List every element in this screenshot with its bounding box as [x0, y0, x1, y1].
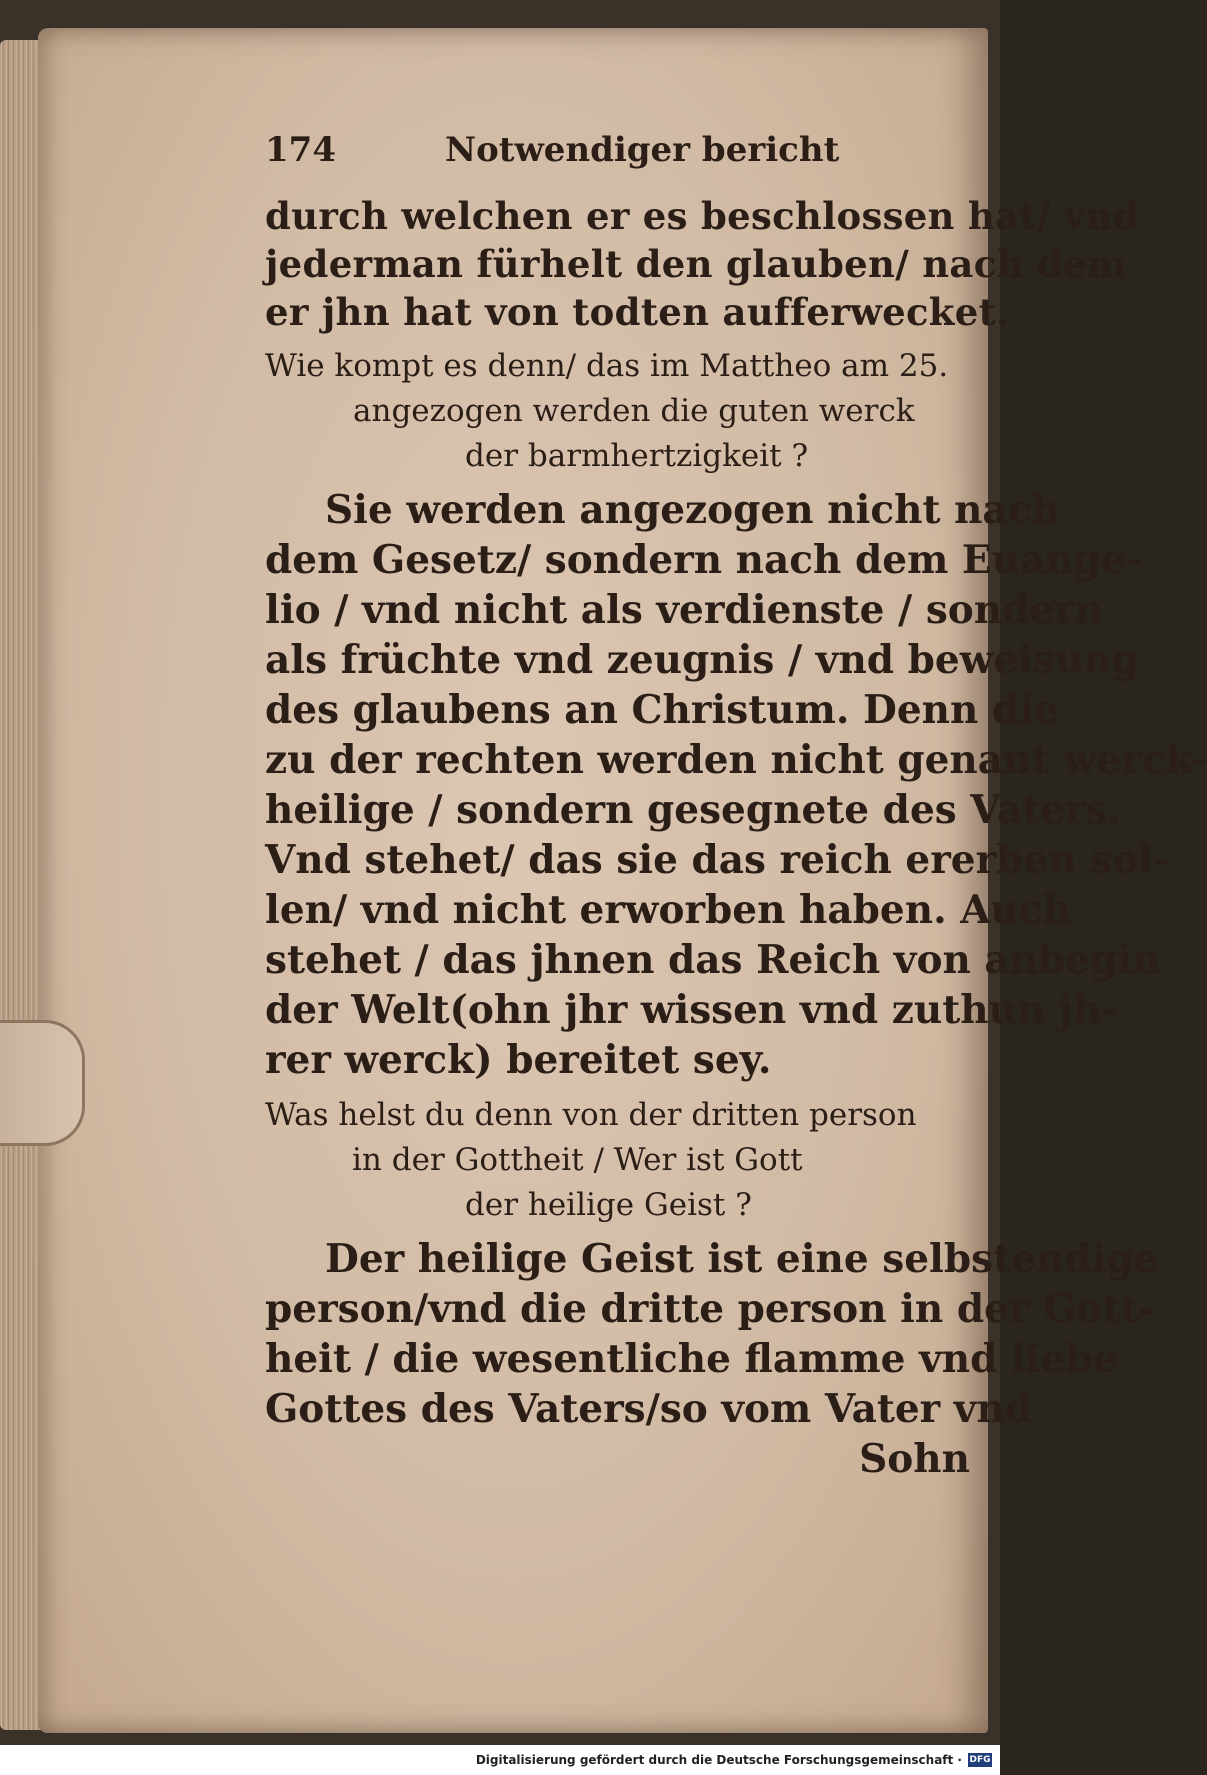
question-line: in der Gottheit / Wer ist Gott — [352, 1142, 803, 1178]
text-line: durch welchen er es beschlossen hat/ vnd — [265, 194, 1139, 238]
text-line: heilige / sondern gesegnete des Vaters. — [265, 787, 1122, 833]
text-line: Vnd stehet/ das sie das reich ererben sol- — [265, 837, 1170, 883]
funding-credit: Digitalisierung gefördert durch die Deutsche Forschungsgemeinschaft · — [475, 1753, 962, 1767]
question-line: Wie kompt es denn/ das im Mattheo am 25. — [265, 348, 949, 384]
text-line: zu der rechten werden nicht genant werck- — [265, 737, 1207, 783]
text-line: als früchte vnd zeugnis / vnd beweisung — [265, 637, 1139, 683]
text-line: jederman fürhelt den glauben/ nach dem — [265, 242, 1127, 286]
text-line: der Welt(ohn jhr wissen vnd zuthun jh- — [265, 987, 1118, 1033]
answer-2 — [265, 1234, 1159, 1434]
text-line: Der heilige Geist ist eine selbstendige — [325, 1236, 1159, 1282]
text-line: stehet / das jhnen das Reich von anbegin — [265, 937, 1161, 983]
question-line: angezogen werden die guten werck — [353, 393, 915, 429]
text-line: dem Gesetz/ sondern nach dem Euange- — [265, 537, 1142, 583]
page-number: 174 — [265, 130, 336, 170]
text-line: Gottes des Vaters/so vom Vater vnd — [265, 1386, 1033, 1432]
question-line: Was helst du denn von der dritten person — [265, 1097, 917, 1133]
dfg-logo-icon: DFG — [969, 1755, 991, 1765]
digitization-footer — [0, 1745, 1000, 1775]
catchword: Sohn — [859, 1436, 970, 1482]
book-clasp — [0, 1020, 85, 1146]
question-line: der heilige Geist ? — [465, 1187, 752, 1223]
answer-1 — [265, 485, 1207, 1085]
text-line: Sie werden angezogen nicht nach — [325, 487, 1060, 533]
question-1 — [265, 344, 970, 479]
text-line: des glaubens an Christum. Denn die — [265, 687, 1059, 733]
page-text — [265, 130, 1207, 1484]
text-line: heit / die wesentliche flamme vnd liebe — [265, 1336, 1118, 1382]
question-2 — [265, 1093, 970, 1228]
text-line: rer werck) bereitet sey. — [265, 1037, 772, 1083]
running-head: Notwendiger bericht — [445, 130, 840, 170]
passage-1 — [265, 192, 1139, 336]
text-line: er jhn hat von todten aufferwecket. — [265, 290, 1010, 334]
text-line: lio / vnd nicht als verdienste / sondern — [265, 587, 1104, 633]
text-line: len/ vnd nicht erworben haben. Auch — [265, 887, 1071, 933]
page-header — [265, 130, 970, 192]
question-line: der barmhertzigkeit ? — [465, 438, 809, 474]
text-line: person/vnd die dritte person in der Gott- — [265, 1286, 1155, 1332]
